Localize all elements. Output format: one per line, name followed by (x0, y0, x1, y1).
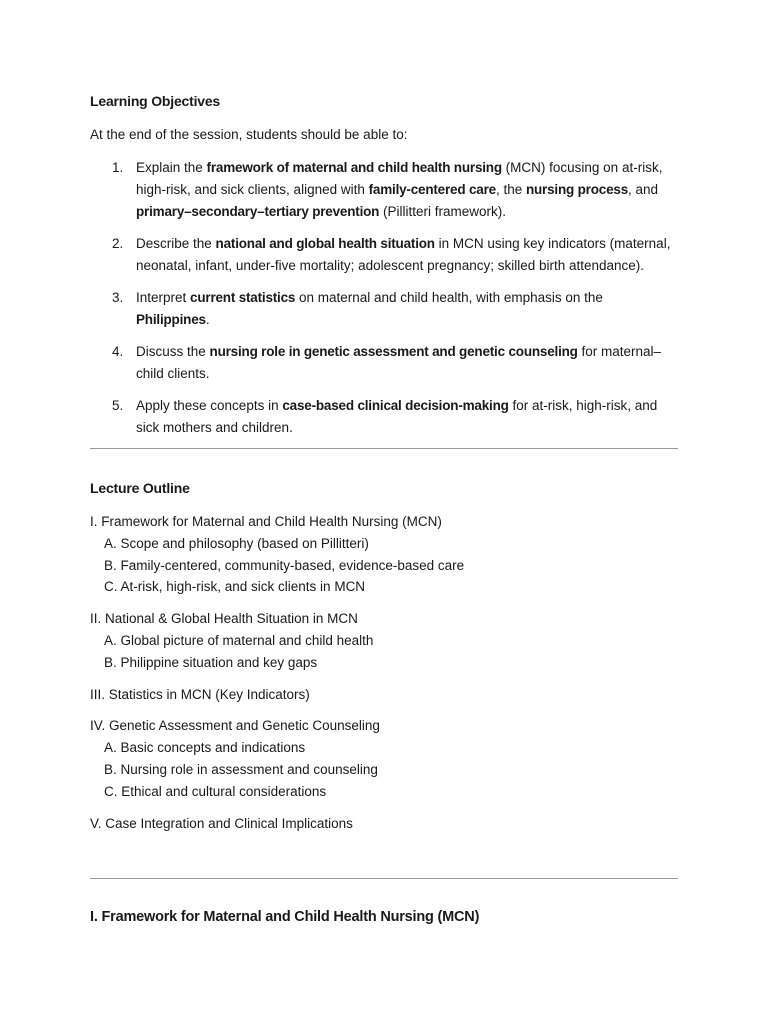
lecture-outline-heading: Lecture Outline (90, 480, 190, 496)
outline-subitem: B. Philippine situation and key gaps (104, 654, 318, 670)
objective-text: Interpret (136, 290, 191, 305)
outline-group (90, 813, 678, 835)
objective-text: on maternal and child health, with emphasis on the (295, 290, 603, 305)
objective-number: 3. (112, 290, 124, 305)
outline-section-title: IV. Genetic Assessment and Genetic Counseling (90, 718, 380, 734)
outline-section-title: V. Case Integration and Clinical Implications (90, 815, 353, 831)
objective-text: , the (495, 182, 526, 197)
outline-group (90, 684, 678, 706)
horizontal-divider (90, 878, 678, 879)
section-heading: I. Framework for Maternal and Child Health Nursing (MCN) (90, 909, 480, 925)
learning-objectives-intro: At the end of the session, students should be able to: (90, 127, 408, 142)
objective-number: 5. (112, 398, 124, 413)
objective-text: , and (628, 182, 659, 197)
objective-item (90, 341, 678, 385)
objective-text: (Pillitteri framework). (379, 204, 506, 219)
outline-group (90, 511, 678, 598)
objective-emphasis: family-centered care (368, 182, 496, 197)
objective-text: Discuss the (136, 344, 210, 359)
outline-subitem: A. Global picture of maternal and child health (104, 632, 374, 648)
outline-section-title: I. Framework for Maternal and Child Health Nursing (MCN) (90, 514, 442, 529)
outline-subitem: C. At-risk, high-risk, and sick clients in MCN (104, 579, 366, 595)
outline-subitem: A. Basic concepts and indications (104, 740, 306, 756)
objective-emphasis: current statistics (190, 290, 296, 305)
outline-section-title: II. National & Global Health Situation in MCN (90, 611, 358, 627)
horizontal-divider (90, 448, 678, 449)
outline-group (90, 608, 678, 673)
lecture-outline (90, 511, 678, 844)
objective-item (90, 157, 678, 223)
objective-emphasis: Philippines (136, 312, 206, 327)
outline-subitem: A. Scope and philosophy (based on Pillitteri) (104, 535, 369, 551)
outline-section-title: III. Statistics in MCN (Key Indicators) (90, 686, 310, 702)
objective-item (90, 395, 678, 439)
objective-emphasis: case-based clinical decision-making (282, 398, 509, 413)
objective-text: Explain the (136, 160, 207, 175)
objective-number: 4. (112, 344, 124, 359)
objective-emphasis: nursing process (525, 182, 628, 197)
objective-number: 2. (112, 236, 124, 251)
objective-text: for at-risk, high-risk, and sick mothers and children. (136, 398, 658, 435)
objective-text: . (205, 312, 210, 327)
objectives-list (90, 157, 678, 449)
learning-objectives-heading: Learning Objectives (90, 93, 221, 109)
objective-text: (MCN) focusing on at-risk, high-risk, and sick clients, aligned with (136, 160, 663, 197)
objective-item (90, 287, 678, 331)
objective-emphasis: nursing role in genetic assessment and genetic counseling (209, 344, 578, 359)
objective-emphasis: primary–secondary–tertiary prevention (136, 204, 380, 219)
objective-emphasis: national and global health situation (215, 236, 435, 251)
objective-text: for maternal–child clients. (136, 344, 662, 381)
objective-text: Apply these concepts in (136, 398, 283, 413)
objective-emphasis: framework of maternal and child health nursing (206, 160, 502, 175)
outline-group (90, 715, 678, 802)
outline-subitem: C. Ethical and cultural considerations (104, 783, 327, 799)
objective-text: Describe the (136, 236, 216, 251)
outline-subitem: B. Family-centered, community-based, evidence-based care (104, 557, 465, 573)
objective-text: in MCN using key indicators (maternal, neonatal, infant, under-five mortality; adolescent pregnancy; skilled birth attendance). (136, 236, 671, 273)
objective-number: 1. (112, 160, 124, 175)
outline-subitem: B. Nursing role in assessment and counseling (104, 761, 378, 777)
objective-item (90, 233, 678, 277)
